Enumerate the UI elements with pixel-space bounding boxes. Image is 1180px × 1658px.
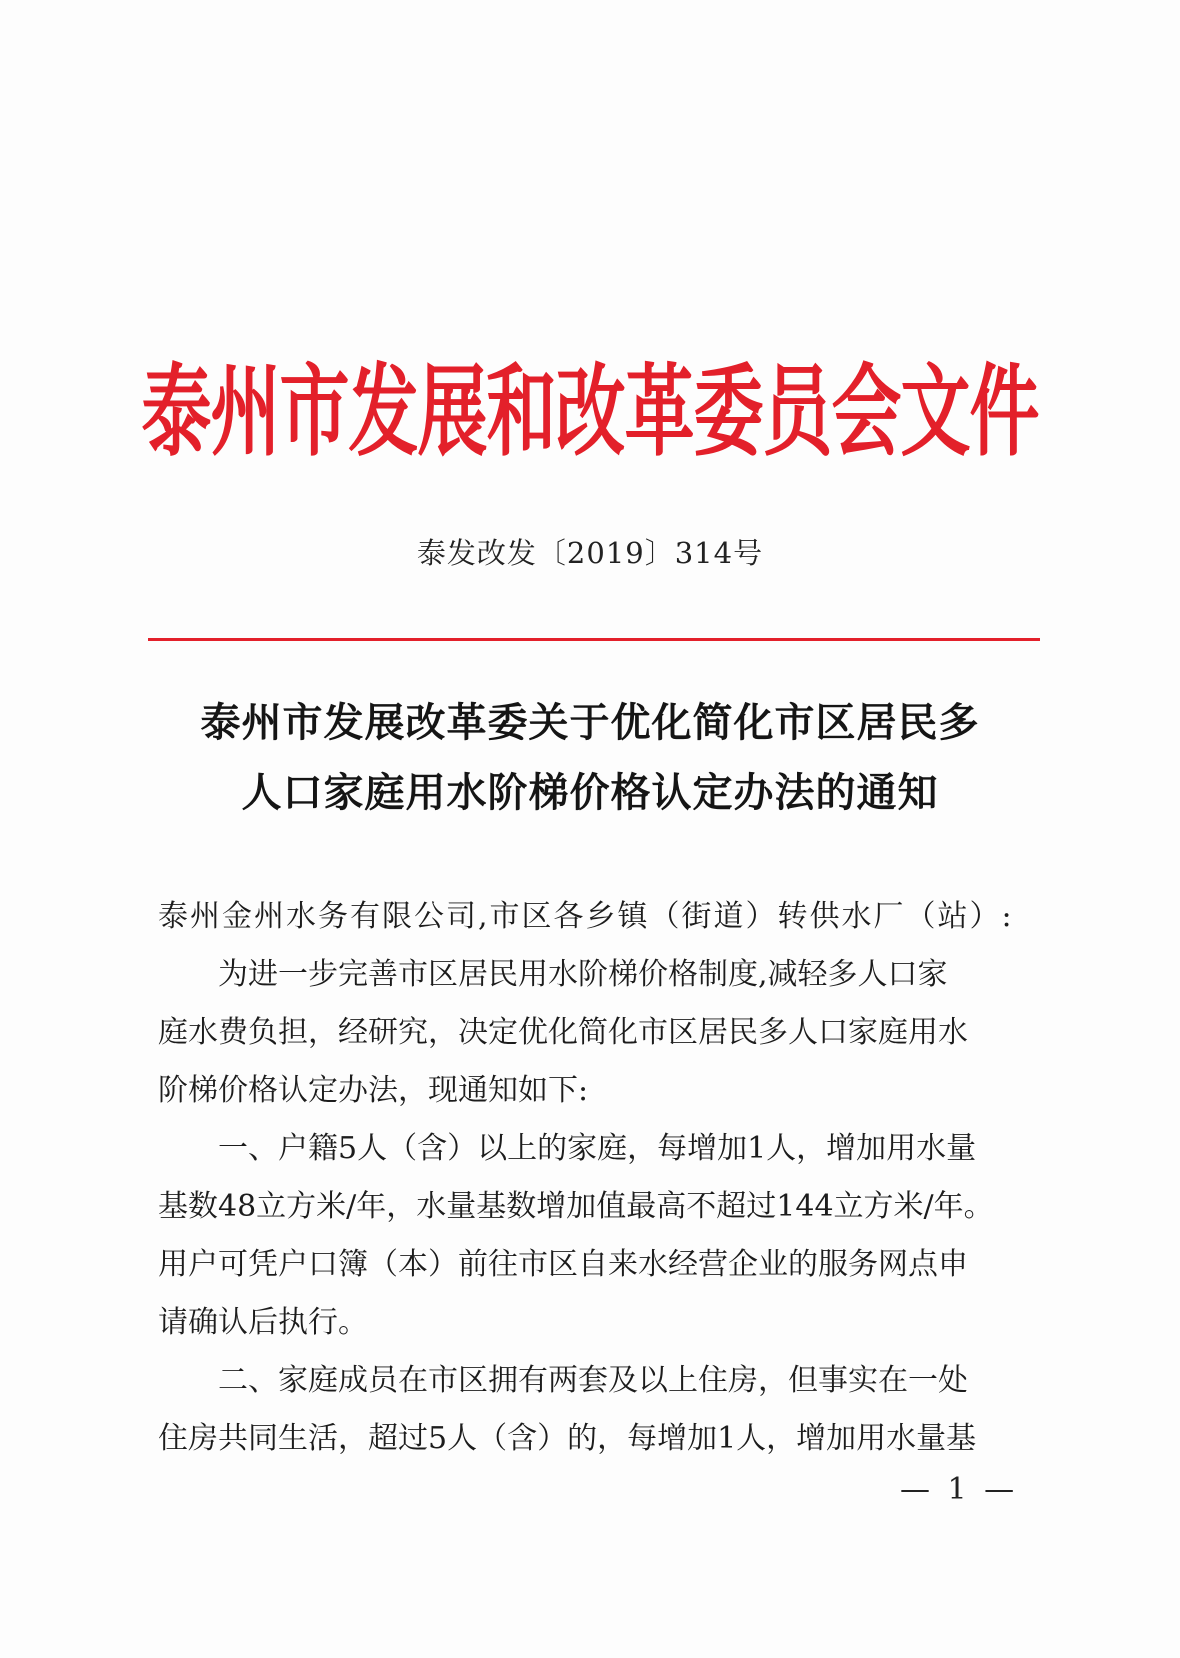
notice-title-line-2: 人口家庭用水阶梯价格认定办法的通知 [241, 769, 939, 816]
notice-title-line-1: 泰州市发展改革委关于优化简化市区居民多 [200, 699, 980, 746]
paragraph-1 [158, 946, 1018, 1120]
paragraph-3 [158, 1352, 1018, 1468]
paragraph-3-line: 住房共同生活，超过5人（含）的，每增加1人，增加用水量基 [158, 1421, 977, 1456]
red-divider-line [148, 638, 1040, 641]
paragraph-1-line: 为进一步完善市区居民用水阶梯价格制度,减轻多人口家 [218, 957, 948, 992]
salutation: 泰州金州水务有限公司,市区各乡镇（街道）转供水厂（站）: [158, 899, 1014, 934]
notice-title [100, 688, 1080, 828]
paragraph-2-line: 基数48立方米/年，水量基数增加值最高不超过144立方米/年。 [158, 1189, 994, 1224]
paragraph-2-line: 用户可凭户口簿（本）前往市区自来水经营企业的服务网点申 [158, 1247, 968, 1282]
paragraph-2-line: 一、户籍5人（含）以上的家庭，每增加1人，增加用水量 [218, 1131, 977, 1166]
page-number: — 1 — [900, 1472, 1019, 1507]
notice-body [158, 888, 1018, 1468]
paragraph-1-line: 庭水费负担，经研究，决定优化简化市区居民多人口家庭用水 [158, 1015, 968, 1050]
organization-header-title: 泰州市发展和改革委员会文件 [141, 352, 1039, 470]
document-number: 泰发改发〔2019〕314号 [416, 536, 764, 570]
paragraph-3-line: 二、家庭成员在市区拥有两套及以上住房，但事实在一处 [218, 1363, 968, 1398]
paragraph-2-line: 请确认后执行。 [158, 1305, 368, 1340]
paragraph-1-line: 阶梯价格认定办法，现通知如下: [158, 1073, 589, 1108]
paragraph-2 [158, 1120, 1018, 1352]
